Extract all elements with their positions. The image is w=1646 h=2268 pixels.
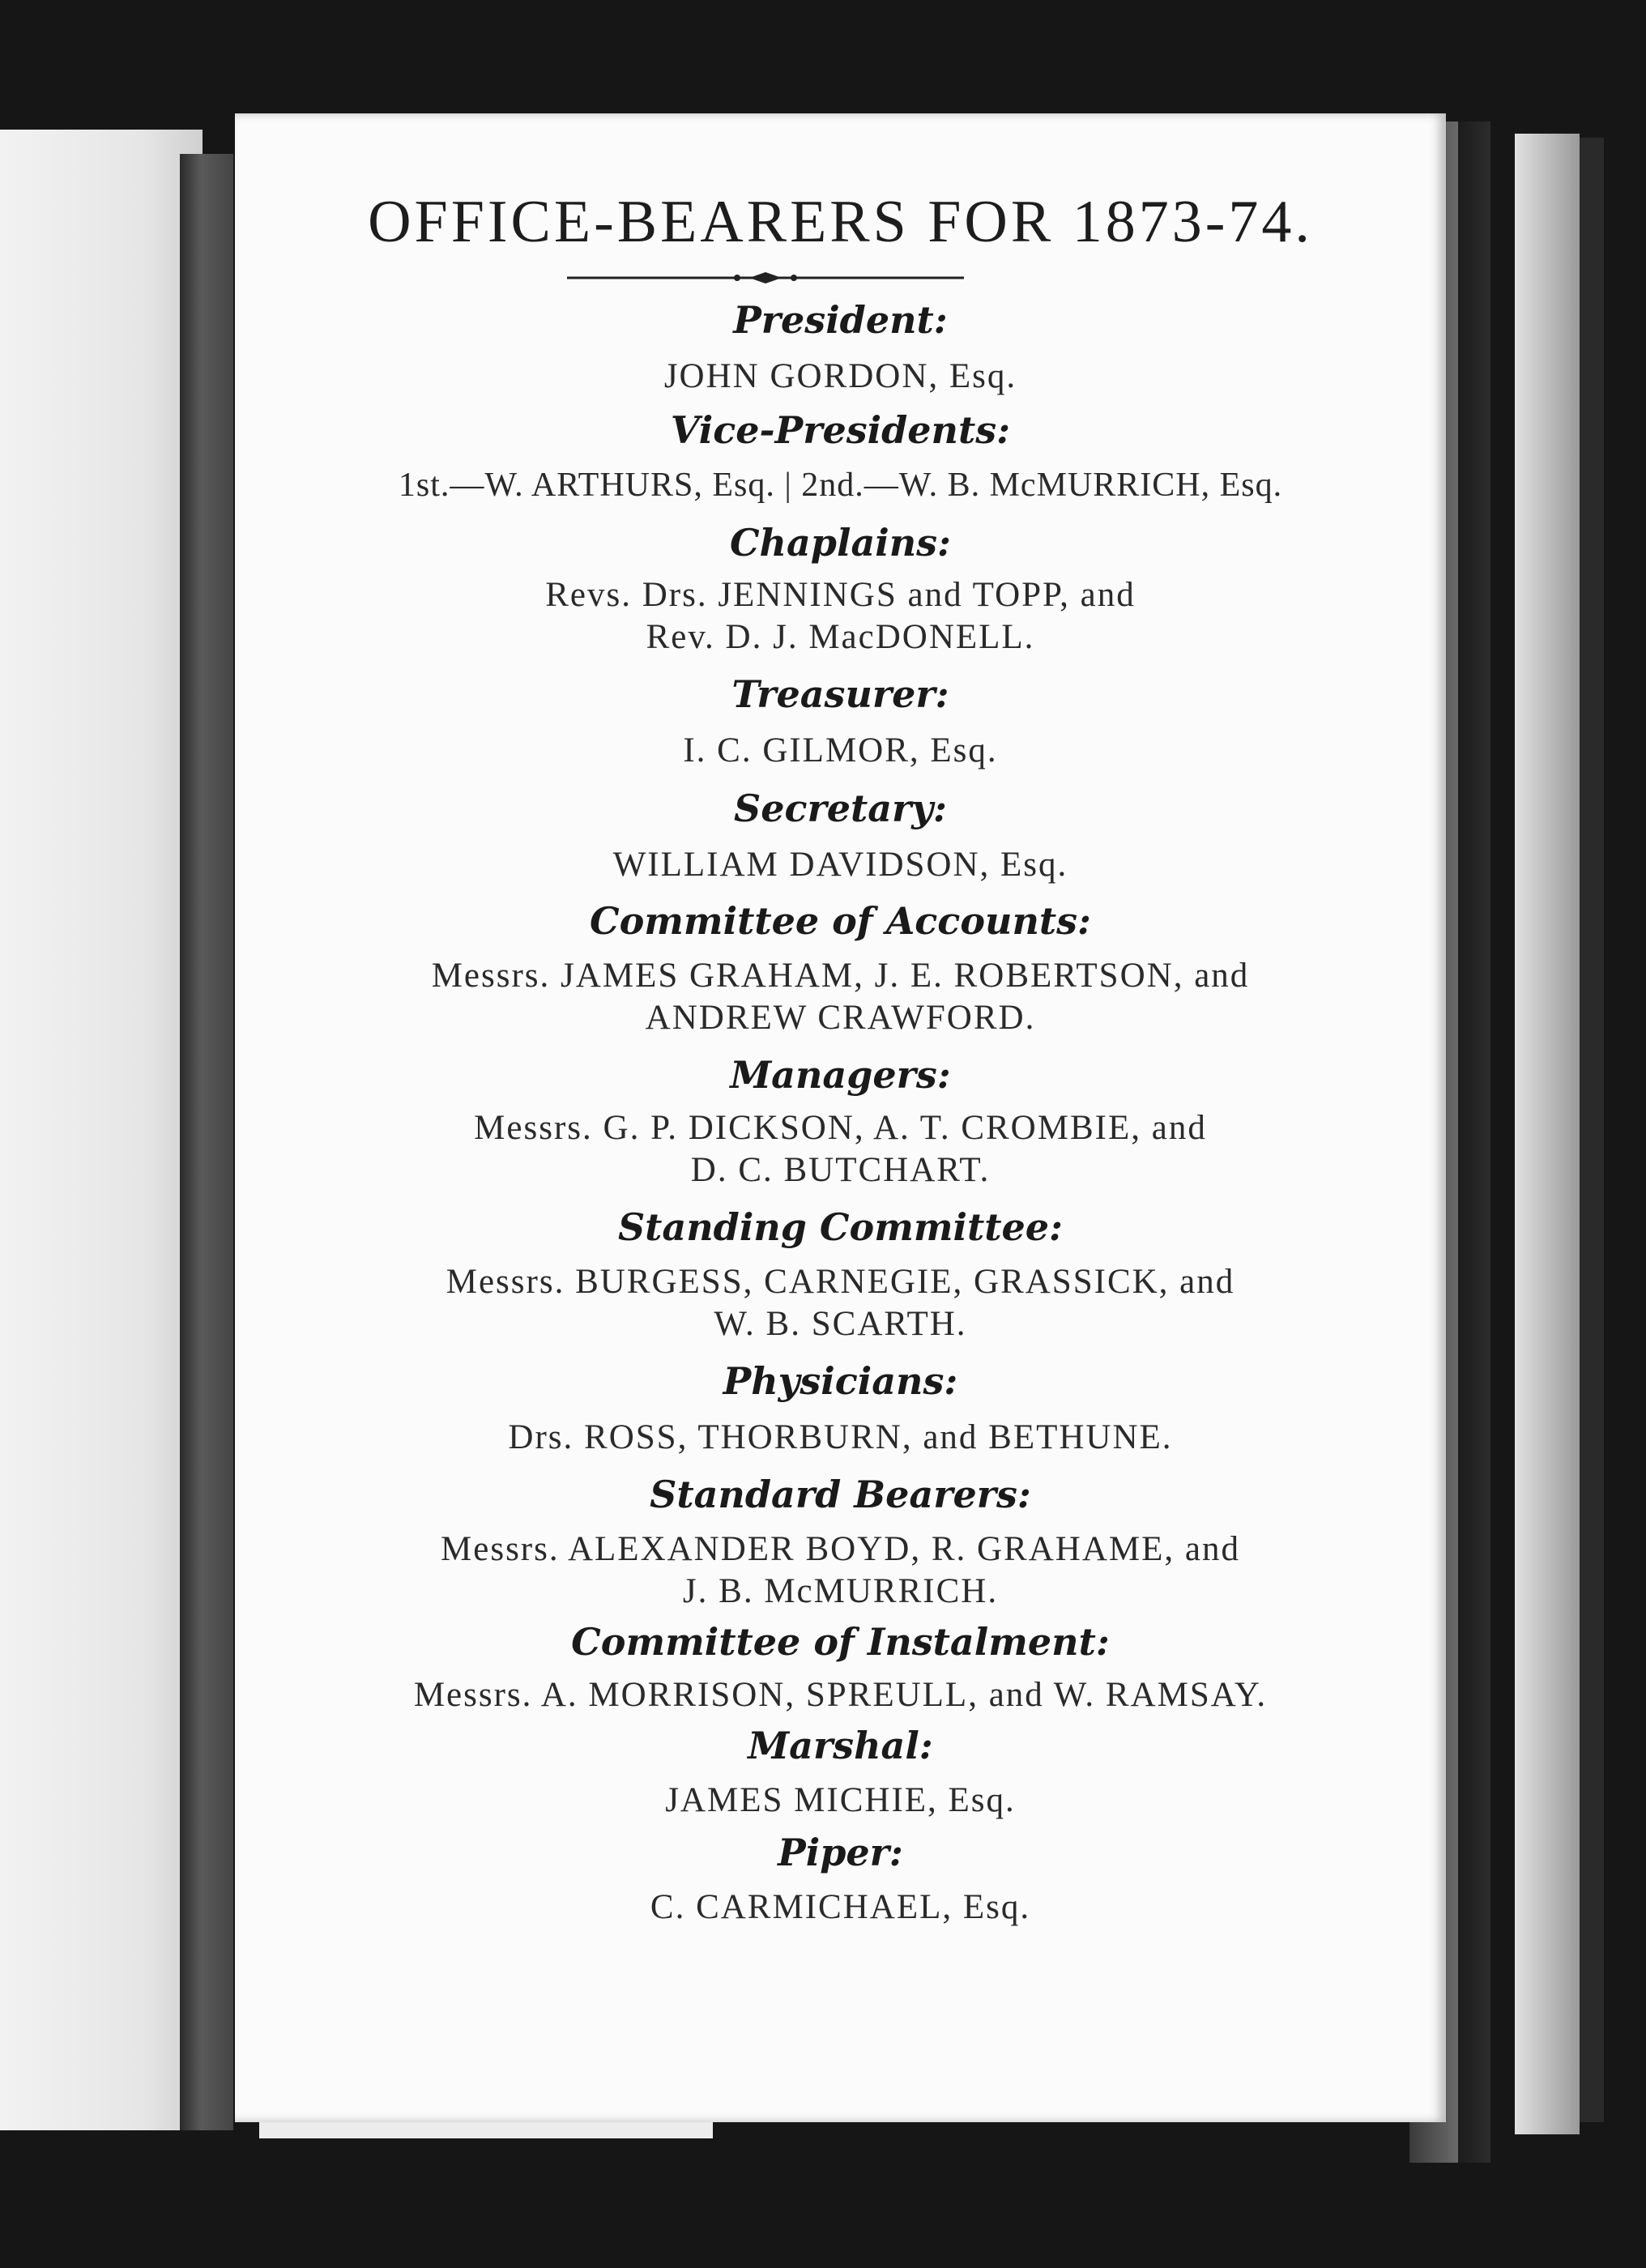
- heading-marshal: Marshal:: [748, 1724, 933, 1767]
- piper-line: C. CARMICHAEL, Esq.: [650, 1888, 1031, 1926]
- back-cover-edge: [1580, 138, 1604, 2122]
- heading-president: President:: [733, 298, 948, 342]
- managers-line-1: Messrs. G. P. DICKSON, A. T. CROMBIE, and: [474, 1109, 1207, 1147]
- page-title: OFFICE-BEARERS FOR 1873-74.: [368, 189, 1313, 255]
- outer-page-block: [1515, 134, 1580, 2134]
- standard-bearers-line-1: Messrs. ALEXANDER BOYD, R. GRAHAME, and: [441, 1530, 1240, 1568]
- printed-page: [235, 113, 1446, 2122]
- heading-chaplains: Chaplains:: [729, 521, 952, 565]
- cover-edge: [1458, 122, 1490, 2163]
- heading-treasurer: Treasurer:: [731, 672, 949, 716]
- marshal-line: JAMES MICHIE, Esq.: [665, 1781, 1016, 1819]
- heading-piper: Piper:: [778, 1831, 903, 1874]
- treasurer-line: I. C. GILMOR, Esq.: [683, 731, 998, 770]
- vice-presidents-line: 1st.—W. ARTHURS, Esq. | 2nd.—W. B. McMURRICH, Esq.: [398, 467, 1283, 504]
- chaplains-line-1: Revs. Drs. JENNINGS and TOPP, and: [545, 576, 1136, 614]
- ornament-rule-icon: [567, 271, 964, 285]
- heading-standing-committee: Standing Committee:: [617, 1205, 1064, 1249]
- heading-managers: Managers:: [730, 1053, 951, 1097]
- heading-standard-bearers: Standard Bearers:: [650, 1473, 1031, 1516]
- heading-vice-presidents: Vice-Presidents:: [670, 408, 1011, 452]
- heading-committee-of-instalment: Committee of Instalment:: [571, 1620, 1110, 1664]
- managers-line-2: D. C. BUTCHART.: [690, 1151, 991, 1189]
- president-line: JOHN GORDON, Esq.: [663, 357, 1017, 395]
- chaplains-line-2: Rev. D. J. MacDONELL.: [646, 618, 1035, 656]
- heading-committee-of-accounts: Committee of Accounts:: [589, 899, 1092, 943]
- accounts-line-1: Messrs. JAMES GRAHAM, J. E. ROBERTSON, and: [431, 957, 1250, 995]
- heading-physicians: Physicians:: [723, 1359, 958, 1403]
- instalment-line: Messrs. A. MORRISON, SPREULL, and W. RAMSAY.: [413, 1676, 1268, 1714]
- physicians-line: Drs. ROSS, THORBURN, and BETHUNE.: [508, 1418, 1173, 1456]
- secretary-line: WILLIAM DAVIDSON, Esq.: [612, 846, 1068, 884]
- standard-bearers-line-2: J. B. McMURRICH.: [682, 1572, 999, 1610]
- left-page: [0, 130, 203, 2130]
- accounts-line-2: ANDREW CRAWFORD.: [645, 999, 1036, 1037]
- standing-line-1: Messrs. BURGESS, CARNEGIE, GRASSICK, and: [446, 1263, 1235, 1301]
- heading-secretary: Secretary:: [734, 787, 947, 830]
- standing-line-2: W. B. SCARTH.: [714, 1305, 967, 1343]
- book-gutter: [180, 154, 233, 2130]
